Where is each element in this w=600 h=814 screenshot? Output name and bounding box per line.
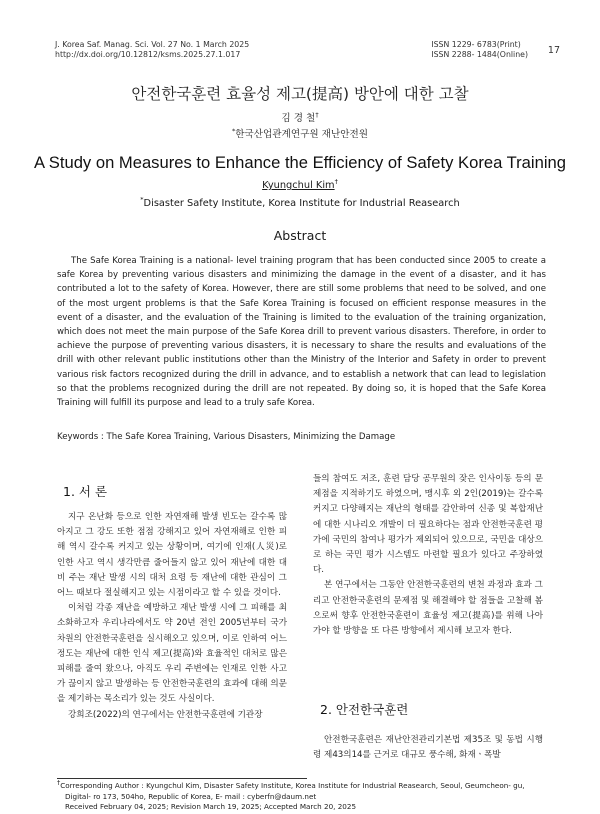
footnote-line-1: †Corresponding Author : Kyungchul Kim, Disaster Safety Institute, Korea Institute for Industrial Reasearch, Seoul, Geumcheon- gu, xyxy=(57,778,525,790)
journal-line: J. Korea Saf. Manag. Sci. Vol. 27 No. 1 March 2025 xyxy=(55,40,250,49)
issn-online: ISSN 2288- 1484(Online) xyxy=(431,50,528,59)
keywords: Keywords : The Safe Korea Training, Various Disasters, Minimizing the Damage xyxy=(57,432,396,442)
footnote-mark: † xyxy=(57,778,61,787)
issn-print: ISSN 1229- 6783(Print) xyxy=(431,40,521,49)
korean-author-name: 김 경 철 xyxy=(281,113,316,124)
english-corresponding-mark: † xyxy=(334,177,338,186)
affiliation-mark: * xyxy=(231,126,236,135)
page-number: 17 xyxy=(547,45,560,56)
doi-link[interactable]: http://dx.doi.org/10.12812/ksms.2025.27.1.017 xyxy=(55,50,241,59)
left-column xyxy=(57,510,287,723)
right-column xyxy=(313,472,543,639)
abstract-body: The Safe Korea Training is a national- level training program that has been conducted since 2005 to create a safe Korea by preventing various disasters and minimizing the damage in the event of a disaster, and it has contributed a lot to the safety of Korea. However, there are still some problems that need to be solved, and one of the most urgent problems is that the Safe Korea Training is focused on efficient response measures in the event of a disaster, and the evaluation of the Training is limited to the evaluation of the training organization, which does not meet the main purpose of the Safe Korea drill to prevent various disasters. Therefore, in order to achieve the purpose of preventing various disasters, it is necessary to share the results and evaluations of the drill with other relevant public institutions other than the Ministry of the Interior and Safety in order to prevent various risk factors recognized during the drill in advance, and to establish a network that can lead to legislation so that the problems recognized during the drill are not repeated. By doing so, it is hoped that the Safe Korea Training will fulfill its purpose and lead to a truly safe Korea. xyxy=(57,256,546,409)
intro-paragraph-1: 지구 온난화 등으로 인한 자연재해 발생 빈도는 갈수록 많아지고 그 강도 또한 점점 강해지고 있어 자연재해로 인한 피해 역시 갈수록 커지고 있는 상황이며, 여기에 인재(人災)로 인한 사고 역시 생각만큼 줄어들지 않고 있어 재난에 대한 대비 주는 재난 발생 시의 대처 요령 등 재난에 대한 관심이 그 어느 때보다 절실해지고 있는 시점이라고 할 수 있을 것이다. xyxy=(57,512,287,599)
intro-paragraph-2: 이처럼 각종 재난을 예방하고 재난 발생 시에 그 피해를 최소화하고자 우리나라에서도 약 20년 전인 2005년부터 국가차원의 안전한국훈련을 실시해오고 있으며, 이로 인하여 어느 정도는 재난에 대한 인식 제고(提高)와 효율적인 대처로 많은 피해를 줄여 왔으나, 아직도 우리 주변에는 인재로 인한 사고가 끊이지 않고 발생하는 등 안전한국훈련의 효과에 대해 의문을 제기하는 목소리가 있는 것도 사실이다. xyxy=(57,603,287,705)
english-affiliation-text: Disaster Safety Institute, Korea Institute for Industrial Reasearch xyxy=(143,198,460,209)
english-affiliation-mark: * xyxy=(140,195,144,204)
intro-paragraph-3-continued: 들의 참여도 저조, 훈련 담당 공무원의 잦은 인사이동 등의 문제점을 지적하기도 하였으며, 맹시후 외 2인(2019)는 갈수록 커지고 다양해지는 재난의 형태를 감안하여 신종 및 복합재난에 대한 시나리오 개발이 더 필요하다는 점과 안전한국훈련 평가에 국민의 참여나 평가가 제외되어 있으므로, 국민을 대상으로 하는 국민 평가 시스템도 마련할 필요가 있다고 주장하였다. xyxy=(313,474,543,576)
corresponding-mark: † xyxy=(315,110,319,119)
issn-block xyxy=(431,40,528,60)
footnote-rule xyxy=(57,778,307,779)
right-column-section-2 xyxy=(313,733,543,763)
section-2-paragraph-1: 안전한국훈련은 재난안전관리기본법 제35조 및 동법 시행령 제43의14를 근거로 대규모 풍수해, 화재ㆍ폭발 xyxy=(313,735,543,761)
section-1-heading: 1. 서 론 xyxy=(63,484,108,499)
running-header xyxy=(55,40,560,66)
footnote xyxy=(57,778,557,813)
section-2-heading: 2. 안전한국훈련 xyxy=(320,702,409,717)
english-title: A Study on Measures to Enhance the Efficiency of Safety Korea Training xyxy=(34,153,566,172)
english-author xyxy=(0,177,600,191)
journal-citation xyxy=(55,40,249,60)
intro-paragraph-3: 강희조(2022)의 연구에서는 안전한국훈련에 기관장 xyxy=(68,709,263,720)
abstract-heading: Abstract xyxy=(273,228,327,243)
korean-affiliation-text: 한국산업관계연구원 재난안전원 xyxy=(235,129,369,140)
korean-title: 안전한국훈련 효율성 제고(提高) 방안에 대한 고찰 xyxy=(131,85,469,103)
korean-affiliation xyxy=(0,126,600,140)
english-author-name: Kyungchul Kim xyxy=(262,180,335,191)
intro-paragraph-4: 본 연구에서는 그동안 안전한국훈련의 변천 과정과 효과 그리고 안전한국훈련의 문제점 및 해결해야 할 점들을 고찰해 봄으로써 향후 안전한국훈련이 효율성 제고(提高)를 위해 나아가야 할 방향을 또 다른 방향에서 제시해 보고자 한다. xyxy=(313,580,543,637)
footnote-line-2: Digital- ro 173, 504ho, Republic of Korea, E- mail : cyberfn@daum.net xyxy=(65,791,317,801)
english-affiliation xyxy=(0,195,600,209)
korean-author xyxy=(0,110,600,124)
footnote-line-3: Received February 04, 2025; Revision March 19, 2025; Accepted March 20, 2025 xyxy=(65,802,357,811)
